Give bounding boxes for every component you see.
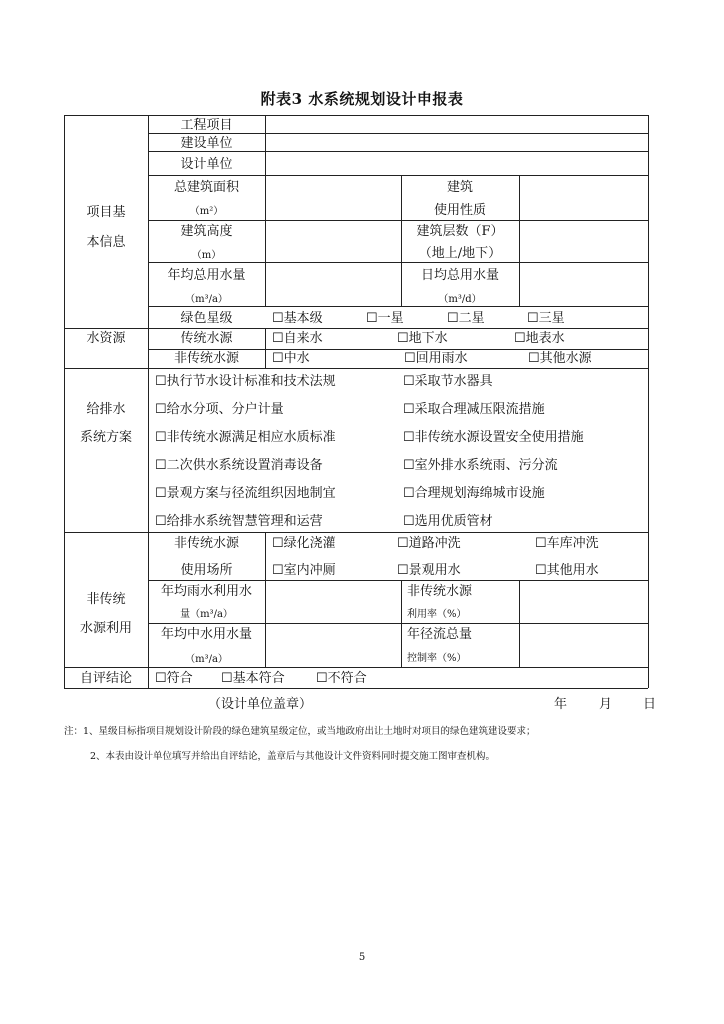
drainage-option[interactable]: ☐室外排水系统雨、污分流: [403, 458, 558, 473]
building-use-label-2: 使用性质: [433, 203, 486, 218]
runoff-control-label-2: 控制率（%）: [407, 653, 467, 664]
daily-water-label: 日均总用水量: [420, 268, 499, 283]
use-scene-label-2: 使用场所: [180, 563, 233, 578]
green-option-basic[interactable]: ☐基本级: [272, 311, 323, 326]
reclaimed-volume-label-1: 年均中水用水量: [160, 627, 252, 642]
daily-water-unit: （m³/d）: [438, 294, 482, 305]
green-option-one-star[interactable]: ☐一星: [366, 311, 404, 326]
drainage-option[interactable]: ☐非传统水源设置安全使用措施: [403, 430, 584, 445]
section-divider: [64, 328, 648, 329]
section-drainage-line1: 给排水: [86, 402, 126, 417]
green-option-three-star[interactable]: ☐三星: [527, 311, 565, 326]
table-top-border: [64, 115, 648, 116]
section-project-info-line1: 项目基: [86, 205, 126, 220]
floors-label: 建筑层数（F）: [416, 224, 504, 239]
page-title: 附表3 水系统规划设计申报表: [260, 90, 464, 108]
drainage-option[interactable]: ☐非传统水源满足相应水质标准: [155, 430, 336, 445]
green-rating-label: 绿色星级: [180, 311, 233, 326]
row-divider: [148, 623, 648, 624]
drainage-option[interactable]: ☐二次供水系统设置消毒设备: [155, 458, 323, 473]
row-divider: [148, 580, 648, 581]
column-divider: [519, 175, 520, 306]
project-name-label: 工程项目: [180, 118, 233, 133]
total-area-unit: （m²）: [189, 206, 224, 217]
day-label: 日: [643, 697, 657, 712]
section-nontraditional-line2: 水源利用: [79, 621, 132, 636]
source-option-tap-water[interactable]: ☐自来水: [272, 331, 323, 346]
use-option-road-washing[interactable]: ☐道路冲洗: [397, 536, 461, 551]
column-divider: [265, 580, 266, 667]
annual-water-unit: （m³/a）: [185, 294, 228, 305]
building-use-label-1: 建筑: [446, 180, 473, 195]
note-2: 2、本表由设计单位填写并给出自评结论，盖章后与其他设计文件资料同时提交施工图审查机构。: [90, 751, 496, 762]
total-area-label: 总建筑面积: [173, 180, 239, 195]
floors-sub-label: （地上/地下）: [418, 246, 502, 261]
source-option-groundwater[interactable]: ☐地下水: [397, 331, 448, 346]
source-option-surface-water[interactable]: ☐地表水: [514, 331, 565, 346]
table-bottom-border: [64, 688, 648, 689]
column-divider: [265, 328, 266, 368]
traditional-source-label: 传统水源: [180, 331, 233, 346]
source-option-other[interactable]: ☐其他水源: [528, 351, 592, 366]
column-divider: [401, 580, 402, 667]
nontraditional-source-label: 非传统水源: [173, 351, 239, 366]
table-right-border: [648, 115, 649, 688]
reclaimed-volume-label-2: （m³/a）: [185, 654, 228, 665]
evaluation-option-noncompliant[interactable]: ☐不符合: [316, 671, 367, 686]
seal-label: （设计单位盖章）: [208, 697, 313, 712]
section-water-resource: 水资源: [86, 331, 126, 346]
rainwater-volume-label-1: 年均雨水利用水: [160, 584, 252, 599]
drainage-option[interactable]: ☐采取合理减压限流措施: [403, 402, 545, 417]
use-option-toilet-flushing[interactable]: ☐室内冲厕: [272, 563, 336, 578]
column-divider: [265, 115, 266, 306]
column-divider: [148, 115, 149, 688]
section-divider: [64, 368, 648, 369]
drainage-option[interactable]: ☐景观方案与径流组织因地制宜: [155, 486, 336, 501]
designer-label: 设计单位: [180, 157, 233, 172]
month-label: 月: [599, 697, 613, 712]
drainage-option[interactable]: ☐给排水系统智慧管理和运营: [155, 514, 323, 529]
drainage-option[interactable]: ☐采取节水器具: [403, 374, 493, 389]
green-option-two-star[interactable]: ☐二星: [447, 311, 485, 326]
utilization-rate-label-2: 利用率（%）: [407, 609, 467, 620]
row-divider: [148, 175, 648, 176]
column-divider: [265, 532, 266, 580]
use-option-other-use[interactable]: ☐其他用水: [535, 563, 599, 578]
note-1: 注：1、星级目标指项目规划设计阶段的绿色建筑星级定位，或当地政府出让土地时对项目的绿色建筑建设要求；: [64, 726, 536, 737]
section-divider: [64, 532, 648, 533]
rainwater-volume-label-2: 量（m³/a）: [180, 609, 233, 620]
utilization-rate-label-1: 非传统水源: [407, 584, 473, 599]
drainage-option[interactable]: ☐合理规划海绵城市设施: [403, 486, 545, 501]
page-number: 5: [358, 952, 366, 963]
source-option-rainwater[interactable]: ☐回用雨水: [404, 351, 468, 366]
evaluation-option-compliant[interactable]: ☐符合: [155, 671, 193, 686]
building-height-label: 建筑高度: [180, 224, 233, 239]
drainage-option[interactable]: ☐执行节水设计标准和技术法规: [155, 374, 336, 389]
source-option-reclaimed[interactable]: ☐中水: [272, 351, 310, 366]
use-scene-label-1: 非传统水源: [173, 536, 239, 551]
annual-water-label: 年均总用水量: [167, 268, 246, 283]
section-project-info-line2: 本信息: [86, 235, 126, 250]
runoff-control-label-1: 年径流总量: [407, 627, 473, 642]
row-divider: [148, 349, 648, 350]
building-height-unit: （m）: [191, 250, 222, 261]
use-option-landscape[interactable]: ☐景观用水: [397, 563, 461, 578]
column-divider: [519, 580, 520, 667]
use-option-greening[interactable]: ☐绿化浇灌: [272, 536, 336, 551]
drainage-option[interactable]: ☐选用优质管材: [403, 514, 493, 529]
use-option-garage-washing[interactable]: ☐车库冲洗: [535, 536, 599, 551]
builder-label: 建设单位: [180, 136, 233, 151]
evaluation-option-basic[interactable]: ☐基本符合: [221, 671, 285, 686]
self-evaluation-label: 自评结论: [79, 671, 132, 686]
section-drainage-line2: 系统方案: [79, 430, 132, 445]
section-nontraditional-line1: 非传统: [86, 592, 126, 607]
drainage-option[interactable]: ☐给水分项、分户计量: [155, 402, 284, 417]
row-divider: [148, 220, 648, 221]
year-label: 年: [554, 697, 568, 712]
